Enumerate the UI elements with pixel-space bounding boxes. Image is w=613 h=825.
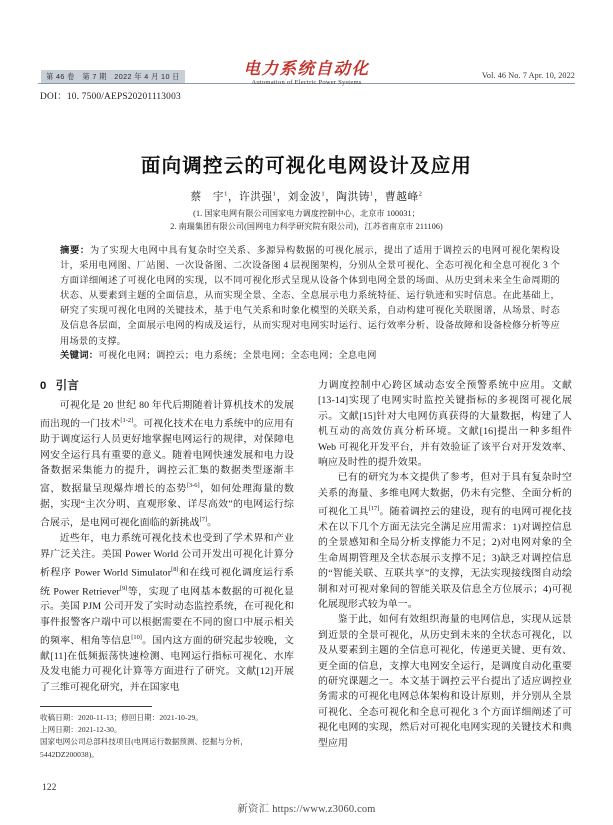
citation-ref: [9] (119, 584, 128, 592)
para1-part-c: ，如何处理海量的数据，实现“主次分明、直观形象、详尽高效”的电网运行综合展示，是电网可视化面临的新挑战 (40, 483, 294, 529)
paragraph-2 (40, 531, 294, 695)
citation-ref: [17] (368, 505, 380, 513)
footnote-divider (40, 706, 152, 707)
keywords-label: 关键词： (60, 350, 99, 360)
citation-ref: [3-6] (186, 482, 200, 490)
footnote-block (40, 712, 296, 761)
volume-issue-en: Vol. 46 No. 7 Apr. 10, 2022 (481, 71, 575, 80)
affiliation-line-2: 2. 南瑞集团有限公司(国网电力科学研究院有限公司)，江苏省南京市 211106) (170, 222, 443, 231)
para2-part-a: 近些年，电力系统可视化技术也受到了学术界和产业界广泛关注。美国 Power World 公司开发出可视化计算分析程序 Power World Simulator (40, 533, 294, 579)
watermark (0, 800, 613, 815)
body-column-left (40, 378, 294, 695)
volume-issue-badge: 第 46 卷 第 7 期 2022 年 4 月 10 日 (41, 70, 185, 83)
page-number: 122 (42, 782, 57, 792)
journal-name-cn: 电力系统自动化 (243, 59, 370, 78)
doi-text: DOI：10. 7500/AEPS20201113003 (40, 92, 181, 102)
keywords-block (60, 348, 560, 363)
watermark-url: https://www.z3060.com (272, 804, 376, 815)
citation-ref: [1-2] (120, 417, 134, 425)
para4-part-a: 已有的研究为本文提供了参考，但对于具有复杂时空关系的海量、多维电网大数据，仍未有完整、全面分析的可视化工具 (318, 472, 572, 518)
para1-part-b: 。可视化技术在电力系统中的应用有助于调度运行人员更好地掌握电网运行的规律，对保障电网安全运行具有重要的意义。随着电网快速发展和电力设备数据采集能力的提升，调控云汇集的数据类型逐渐丰富，数据量呈现爆炸增长的态势 (40, 418, 294, 495)
citation-ref: [8] (171, 565, 179, 573)
para4-part-b: 。随着调控云的建设，现有的电网可视化技术在以下几个方面无法完全满足应用需求：1)对调控信息的全景感知和全局分析支撑能力不足；2)对电网对象的全生命周期管理及全状态展示支撑不足；3)缺乏对调控信息的“智能关联、互联共享”的支撑，无法实现接线图自动绘制和对可视对象间的智能关联及信息全方位展示；4)可视化展现形式较为单一。 (318, 506, 572, 610)
paragraph-1 (40, 398, 294, 531)
citation-ref: [7] (199, 516, 208, 524)
abstract-text: 为了实现大电网中具有复杂时空关系、多源异构数据的可视化展示，提出了适用于调控云的电网可视化架构设计，采用电网图、厂站图、一次设备图、二次设备图 4 层视图架构，分别从全景可视化、全态可视化和全息可视化 3 个方面详细阐述了可视化电网的实现，以不同可视化形式呈现从设备个体到电网全景的场面、从历史到未来全生命周期的状态、从要素到主题的全面信息，从而实现全景、全态、全息展示电力系统特征、运行轨迹和实时信息。在此基础上，研究了实现可视化电网的关键技术，基于电气关系和时象化模型的关联关系，自动构建可视化关联图谱，从场景、时态及信息各层面，全面展示电网的构成及运行，从而实现对电网实时运行、运行效率分析、设备故障和设备检修分析等应用场景的支撑。 (60, 246, 560, 347)
para2-part-d: 。国内这方面的研究起步较晚，文献[11]在低频振荡快速检测、电网运行指标可视化、水库及发电能力可视化计算等方面进行了研究。文献[12]开展了三维可视化研究，并在国家电 (40, 635, 294, 693)
body-column-right (318, 378, 572, 751)
footnote-funding: 国家电网公司总部科技项目(电网运行数据预测、挖掘与分析，5442DZ200038)。 (40, 737, 248, 759)
para1-part-d: 。 (207, 517, 218, 529)
watermark-name: 新资汇 (237, 804, 270, 815)
author-list: 蔡 宇$^1$，许洪强$^1$，刘金波$^1$，陶洪铸$^1$，曹越峰$^2$ (190, 190, 423, 203)
citation-ref: [10] (131, 634, 142, 642)
footnote-online-date: 上网日期：2021-12-30。 (40, 725, 122, 735)
abstract-block (60, 243, 560, 350)
journal-logo (197, 60, 417, 86)
paragraph-3: 力调度控制中心跨区域动态安全预警系统中应用。文献[13-14]实现了电网实时监控关键指标的多视图可视化展示。文献[15]针对大电网仿真获得的大量数据，构建了人机互动的高效仿真分析环境。文献[16]提出一种多组件 Web 可视化开发平台，并有效验证了该平台对开发效率、响应及时性的提升效果。 (318, 380, 572, 469)
section-number: 0 (40, 380, 47, 392)
para1-part-a: 可视化是 20 世纪 80 年代后期随着计算机技术的发展而出现的一门技术 (40, 400, 294, 430)
section-heading-intro (40, 378, 294, 394)
footnote-received-date: 收稿日期：2020-11-13；修回日期：2021-10-29。 (40, 713, 203, 722)
section-title: 引言 (55, 380, 80, 392)
journal-name-en: Automation of Electric Power Systems (251, 79, 362, 86)
paragraph-4 (318, 470, 572, 612)
paragraph-5: 鉴于此，如何有效组织海量的电网信息，实现从远景到近景的全景可视化，从历史到未来的全状态可视化，以及从要素到主题的全信息可视化，传递更关键、更有效、更全面的信息，支撑大电网安全运行，是调度自动化重要的研究课题之一。本文基于调控云平台提出了适应调控业务需求的可视化电网总体架构和设计原则，并分别从全景可视化、全态可视化和全息可视化 3 个方面详细阐述了可视化电网的实现，然后对可视化电网实现的关键技术和典型应用 (318, 614, 572, 749)
affiliation-line-1: (1. 国家电网有限公司国家电力调度控制中心，北京市 100031； (193, 209, 420, 218)
page-title: 面向调控云的可视化电网设计及应用 (140, 155, 473, 177)
para2-part-b: 和在线可视化调度运行系统 Power Retriever (40, 567, 294, 597)
abstract-label: 摘要： (60, 245, 90, 255)
keywords-text: 可视化电网；调控云；电力系统；全景电网；全态电网；全息电网 (98, 351, 377, 361)
para2-part-c: 等，实现了电网基本数据的可视化显示。美国 PJM 公司开发了实时动态监控系统，在可视化和事件报警客户端中可以根据需要在不同的窗口中展示相关的频率、相角等信息 (40, 585, 295, 647)
